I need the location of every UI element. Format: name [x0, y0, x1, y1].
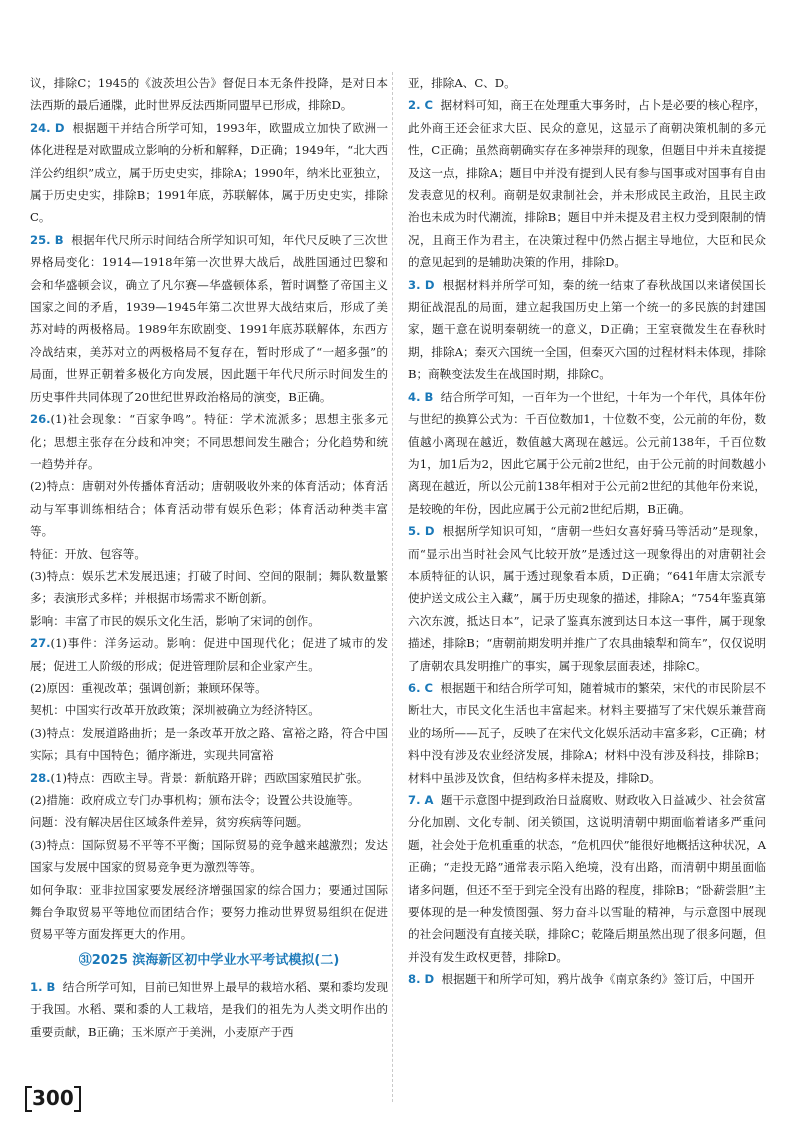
answer-paragraph	[30, 117, 388, 229]
answer-paragraph	[408, 520, 766, 677]
answer-paragraph	[408, 677, 766, 789]
question-number: 1. B	[30, 979, 56, 994]
answer-text: 亚，排除A、C、D。	[408, 76, 516, 90]
answer-paragraph	[408, 789, 766, 968]
question-number: 24. D	[30, 120, 65, 135]
answer-text: (3)特点：发展道路曲折；是一条改革开放之路、富裕之路，符合中国实际；具有中国特色；循序渐进，实现共同富裕	[30, 725, 388, 763]
answer-text: (1)社会现象：“百家争鸣”。特征：学术流派多；思想主张多元化；思想主张存在分歧和冲突；不同思想间发生融合；分化趋势和统一趋势并存。	[30, 412, 388, 471]
answer-text: 问题：没有解决居住区域条件差异，贫穷疾病等问题。	[30, 815, 309, 830]
section-title: ㉛2025 滨海新区初中学业水平考试模拟(二)	[78, 952, 340, 968]
question-number: 4. B	[408, 389, 434, 404]
answer-text: 题干示意图中提到政治日益腐败、财政收入日益减少、社会贫富分化加剧、文化专制、闭关锁国，这说明清朝中期面临着诸多严重问题，社会处于危机重重的状态，“危机四伏”能很好地概括这种状况，A正确；“走投无路”通常表示陷入绝境，没有出路，而清朝中期虽面临诸多问题，但还不至于到完全没有出路的程度，排除B；“卧薪尝胆”主要体现的是一种发愤图强、努力奋斗以雪耻的精神，与示意图中展现的社会问题没有直接关联，排除C；乾隆后期虽然出现了很多问题，但并没有发生政权更替，排除D。	[408, 793, 766, 964]
answer-text: (3)特点：娱乐艺术发展迅速；打破了时间、空间的限制；舞队数量繁多；表演形式多样；并根据市场需求不断创新。	[30, 568, 388, 606]
question-number: 8. D	[408, 972, 435, 987]
answer-paragraph	[408, 968, 766, 990]
answer-text: 结合所学可知，目前已知世界上最早的栽培水稻、粟和黍均发现于我国。水稻、粟和黍的人工栽培，是我们的祖先为人类文明作出的重要贡献，B正确；玉米原产于美洲，小麦原产于西	[30, 979, 388, 1039]
answer-paragraph	[30, 229, 388, 408]
answer-text: 根据所学知识可知，“唐朝一些妇女喜好骑马等活动”是现象，而“显示出当时社会风气比较开放”是透过这一现象得出的对唐朝社会本质特征的认识，属于透过现象看本质，D正确；“641年唐太宗派专使护送文成公主入藏”，属于历史现象的描述，排除A；“754年鉴真第六次东渡，抵达日本”，记录了鉴真东渡到达日本这一事件，属于现象描述，排除B；“唐朝前期发明并推广了农具曲辕犁和筒车”，仅仅说明了唐朝农具发明推广的事实，属于现象层面表述，排除C。	[408, 524, 766, 673]
answer-paragraph	[30, 834, 388, 879]
answer-paragraph	[30, 565, 388, 610]
answer-paragraph	[30, 722, 388, 767]
column-divider	[392, 72, 394, 1102]
answer-text: 契机：中国实行改革开放政策；深圳被确立为经济特区。	[30, 703, 320, 718]
answer-paragraph	[30, 677, 388, 699]
answer-text: (3)特点：国际贸易不平等不平衡；国际贸易的竞争越来越激烈；发达国家与发展中国家的贸易竞争更为激烈等等。	[30, 837, 388, 875]
question-number: 6. C	[408, 680, 434, 695]
answer-paragraph	[30, 699, 388, 721]
answer-text: (1)特点：西欧主导。背景：新航路开辟；西欧国家殖民扩张。	[50, 770, 369, 785]
question-number: 28.	[30, 770, 51, 785]
answer-paragraph	[30, 475, 388, 542]
answer-paragraph	[30, 610, 388, 632]
answer-paragraph	[408, 274, 766, 386]
answer-paragraph	[30, 543, 388, 565]
page-number	[22, 1085, 84, 1113]
answer-text: 结合所学可知，一百年为一个世纪，十年为一个年代，具体年份与世纪的换算公式为：千百位数加1，十位数不变，公元前的年份，数值越小离现在越近，数值越大离现在越远。公元前138年，千百位数为1，加1后为2，因此它属于公元前2世纪，由于公元前的时间数越小离现在越近，所以公元前138年相对于公元前2世纪的其他年份来说，是较晚的年份，因此应属于公元前2世纪后期，B正确。	[408, 389, 766, 516]
question-number: 27.	[30, 636, 51, 651]
page-number-text: 300	[32, 1085, 74, 1110]
answer-text: (2)措施：政府成立专门办事机构；颁布法令；设置公共设施等。	[30, 793, 360, 807]
answer-text: 特征：开放、包容等。	[30, 546, 146, 561]
question-number: 3. D	[408, 277, 435, 292]
answer-text: (2)特点：唐朝对外传播体育活动；唐朝吸收外来的体育活动；体育活动与军事训练相结合；体育活动带有娱乐色彩；体育活动种类丰富等。	[30, 479, 388, 539]
answer-paragraph	[30, 72, 388, 117]
answer-paragraph	[408, 94, 766, 273]
answer-paragraph	[408, 386, 766, 520]
answer-paragraph	[30, 408, 388, 475]
answer-text: 根据题干并结合所学可知，1993年，欧盟成立加快了欧洲一体化进程是对欧盟成立影响的分析和解释，D正确；1949年，“北大西洋公约组织”成立，属于历史史实，排除A；1990年，纳米比亚独立，属于历史史实，排除B；1991年底，苏联解体，属于历史史实，排除C。	[30, 120, 388, 225]
question-number: 7. A	[408, 793, 434, 807]
answer-paragraph	[30, 632, 388, 677]
bracket-left-icon	[25, 1086, 32, 1112]
answer-text: 如何争取：亚非拉国家要发展经济增强国家的综合国力；要通过国际舞台争取贸易平等地位而团结合作；要努力推动世界贸易组织在促进贸易平等方面发挥更大的作用。	[30, 882, 388, 942]
answer-text: 根据题干和所学可知，鸦片战争《南京条约》签订后，中国开	[434, 972, 755, 987]
question-number: 5. D	[408, 524, 435, 539]
question-number: 25. B	[30, 232, 64, 247]
answer-paragraph	[30, 811, 388, 833]
question-number: 2. C	[408, 98, 434, 113]
answer-text: 议，排除C；1945的《波茨坦公告》督促日本无条件投降，是对日本法西斯的最后通牒，此时世界反法西斯同盟早已形成，排除D。	[30, 76, 388, 113]
question-number: 26.	[30, 412, 51, 427]
answer-text: (1)事件：洋务运动。影响：促进中国现代化；促进了城市的发展；促进工人阶级的形成；促进管理阶层和企业家产生。	[30, 636, 388, 673]
answer-paragraph	[30, 789, 388, 811]
answer-text: (2)原因：重视改革；强调创新；兼顾环保等。	[30, 680, 267, 695]
bracket-right-icon	[74, 1086, 81, 1112]
right-column	[408, 72, 766, 991]
answer-paragraph	[408, 72, 766, 94]
answer-text: 根据年代尺所示时间结合所学知识可知，年代尺反映了三次世界格局变化：1914—1918年第一次世界大战后，战胜国通过巴黎和会和华盛顿会议，确立了凡尔赛—华盛顿体系，暂时调整了帝国主义国家之间的矛盾，1939—1945年第二次世界大战结束后，形成了美苏对峙的两极格局。1989年东欧剧变、1991年底苏联解体，东西方冷战结束，美苏对立的两极格局不复存在，暂时形成了“一超多强”的局面，世界正朝着多极化方向发展，因此题干年代尺所示时间发生的历史事件共同体现了20世纪世界政治格局的演变，B正确。	[30, 232, 388, 404]
answer-text: 根据材料并所学可知，秦的统一结束了春秋战国以来诸侯国长期征战混乱的局面，建立起我国历史上第一个统一的多民族的封建国家，题干意在说明秦朝统一的意义，D正确；王室衰微发生在春秋时期，排除A；秦灭六国统一全国，但秦灭六国的过程材料未体现，排除B；商鞅变法发生在战国时期，排除C。	[408, 277, 766, 382]
answer-text: 影响：丰富了市民的娱乐文化生活，影响了宋词的创作。	[30, 613, 320, 628]
answer-text: 据材料可知，商王在处理重大事务时，占卜是必要的核心程序，此外商王还会征求大臣、民众的意见，这显示了商朝决策机制的多元性，C正确；虽然商朝确实存在多神崇拜的现象，但题目中并未直接提及这一点，排除A；题目中并没有提到人民有参与国事或对国事有自由发表意见的权利。商朝是奴隶制社会，并未形成民主政治，且民主政治也未成为时代潮流，排除B；题目中并未提及君主权力受到限制的情况，且商王作为君主，在决策过程中仍然占据主导地位，大臣和民众的意见起到的是辅助决策的作用，排除D。	[408, 98, 766, 270]
left-column	[30, 72, 388, 1043]
answer-paragraph	[30, 976, 388, 1043]
answer-paragraph	[30, 879, 388, 946]
answer-paragraph	[30, 767, 388, 789]
answer-text: 根据题干和结合所学可知，随着城市的繁荣，宋代的市民阶层不断壮大，市民文化生活也丰富起来。材料主要描写了宋代娱乐兼营商业的场所——瓦子，反映了在宋代文化娱乐活动丰富多彩，C正确；材料中没有涉及农业经济发展，排除A；材料中没有涉及科技，排除B；材料中虽涉及饮食，但结构多样未提及，排除D。	[408, 680, 766, 785]
